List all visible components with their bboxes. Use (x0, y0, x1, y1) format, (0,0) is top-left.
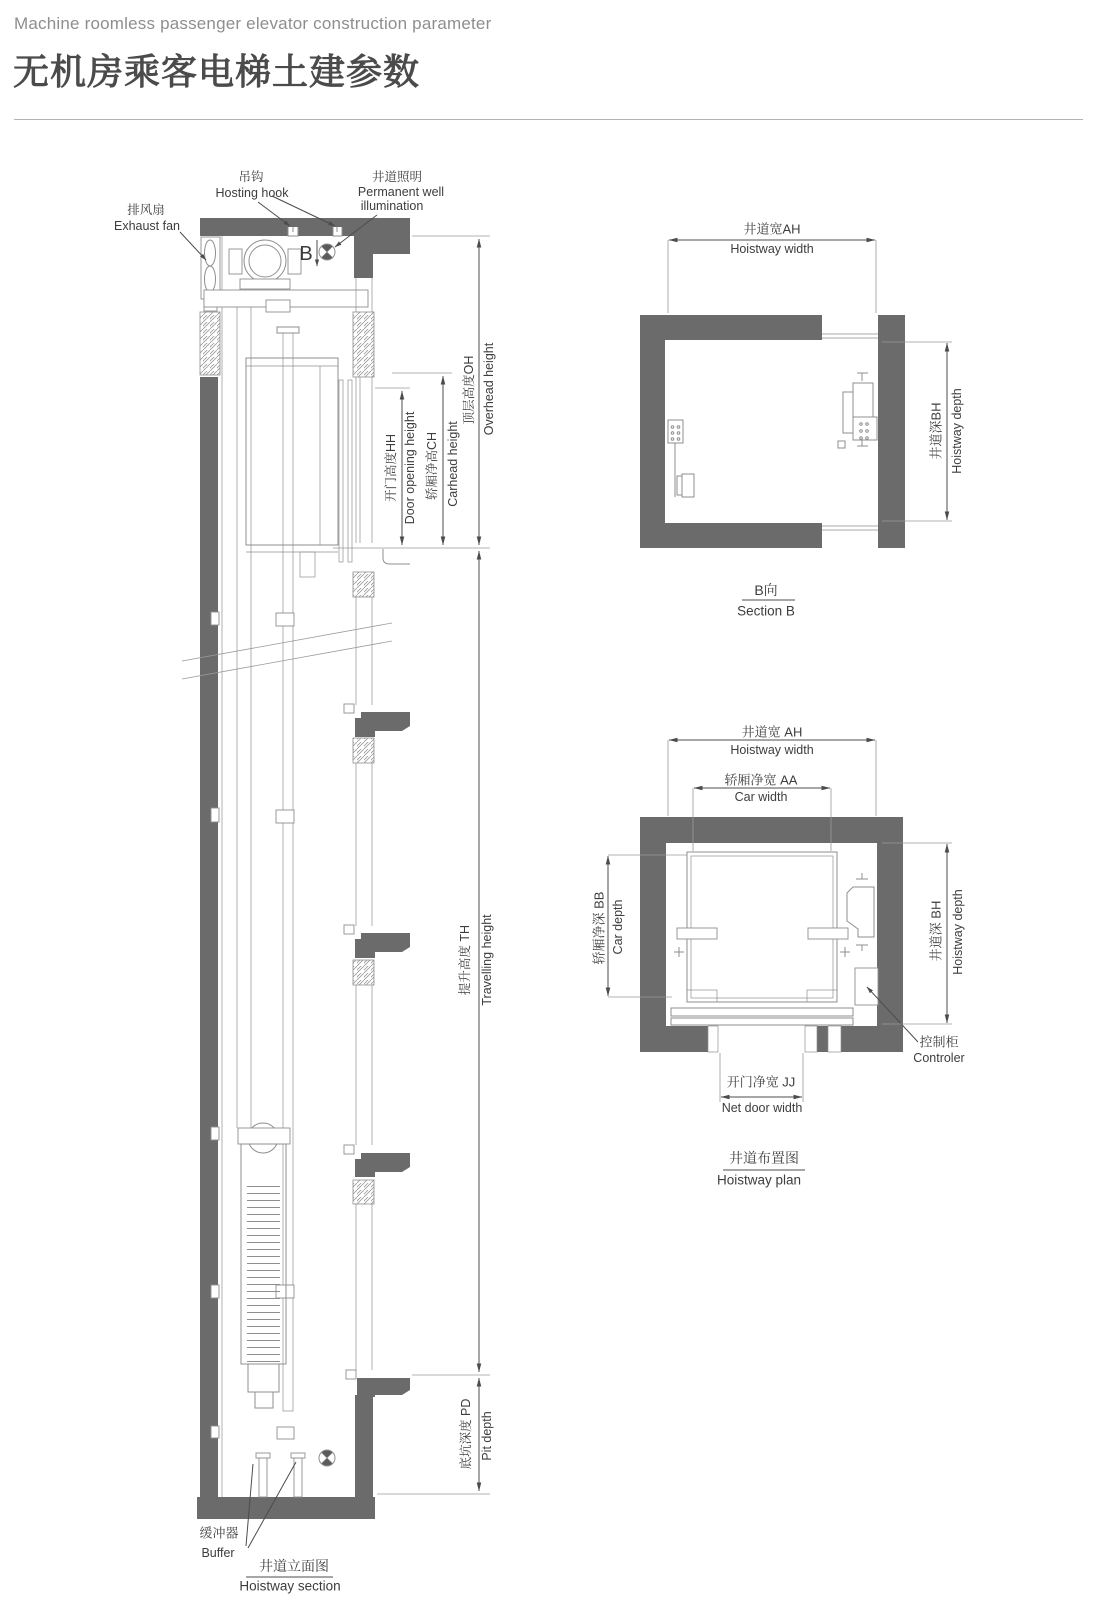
well-light-label-en1: Permanent well (357, 184, 445, 199)
travel-height-label-en: Travelling height (479, 914, 494, 1006)
well-light-label-zh: 井道照明 (371, 169, 423, 184)
sb-caption-en: Section B (737, 603, 795, 619)
overhead-label-en: Overhead height (481, 342, 496, 436)
plan-caption-zh: 井道布置图 (729, 1150, 799, 1166)
door-height-label-zh: 开门高度HH (383, 433, 398, 503)
buffer-label-zh: 缓冲器 (199, 1525, 239, 1541)
overhead-label-zh: 顶层高度OH (461, 355, 476, 425)
plan-hoistway-depth-zh: 井道深 BH (928, 900, 944, 962)
plan-net-door-en: Net door width (721, 1100, 803, 1115)
plan-hoistway-depth-en: Hoistway depth (950, 889, 965, 975)
b-direction-marker: B (299, 243, 313, 265)
landing-doors (356, 278, 372, 1370)
section-caption-en: Hoistway section (239, 1578, 341, 1594)
plan-car-width-en: Car width (734, 789, 788, 804)
pit-depth-label-zh: 底坑深度 PD (458, 1398, 473, 1470)
sb-hoistway-width-zh: 井道宽AH (743, 221, 801, 237)
door-height-label-en: Door opening height (402, 411, 417, 525)
hoistway-section-drawing (180, 196, 490, 1577)
controller-label-zh: 控制柜 (919, 1034, 959, 1050)
page-subtitle-en: Machine roomless passenger elevator construction parameter (14, 14, 492, 33)
hoisting-hook-label-en: Hosting hook (215, 185, 289, 200)
plan-car-width-zh: 轿厢净宽 AA (724, 772, 798, 788)
counterweight (238, 1123, 290, 1408)
plan-hoistway-width-zh: 井道宽 AH (741, 724, 803, 740)
elevator-car (246, 358, 352, 577)
travel-height-label-zh: 提升高度 TH (457, 924, 472, 996)
plan-car-depth-zh: 轿厢净深 BB (591, 891, 607, 965)
page-title-zh: 无机房乘客电梯土建参数 (13, 51, 421, 92)
car-height-label-zh: 轿厢净高CH (424, 431, 439, 501)
hoisting-hook-label-zh: 吊钩 (238, 169, 264, 184)
exhaust-fan-label-en: Exhaust fan (113, 218, 181, 233)
plan-net-door-zh: 开门净宽 JJ (726, 1074, 796, 1090)
plan-car-depth-en: Car depth (610, 899, 625, 955)
well-light-label-en2: illumination (360, 198, 424, 213)
sb-hoistway-depth-en: Hoistway depth (949, 388, 964, 474)
controller-box (855, 968, 878, 1005)
sb-hoistway-width-en: Hoistway width (730, 241, 814, 256)
exhaust-fan-label-zh: 排风扇 (127, 202, 165, 217)
controller-label-en: Controler (913, 1050, 965, 1065)
plan-hoistway-width-en: Hoistway width (730, 742, 814, 757)
pit-light-icon (319, 1450, 335, 1466)
section-b-drawing (640, 240, 952, 600)
plan-caption-en: Hoistway plan (716, 1172, 802, 1188)
buffers (256, 1427, 305, 1497)
buffer-label-en: Buffer (201, 1545, 235, 1560)
car-height-label-en: Carhead height (445, 421, 460, 507)
traction-machine (204, 240, 368, 312)
pit-depth-label-en: Pit depth (479, 1411, 494, 1461)
sb-caption-zh: B向 (754, 582, 778, 598)
section-caption-zh: 井道立面图 (259, 1558, 329, 1574)
sb-hoistway-depth-zh: 井道深BH (928, 402, 944, 460)
well-light-icon (319, 244, 335, 260)
